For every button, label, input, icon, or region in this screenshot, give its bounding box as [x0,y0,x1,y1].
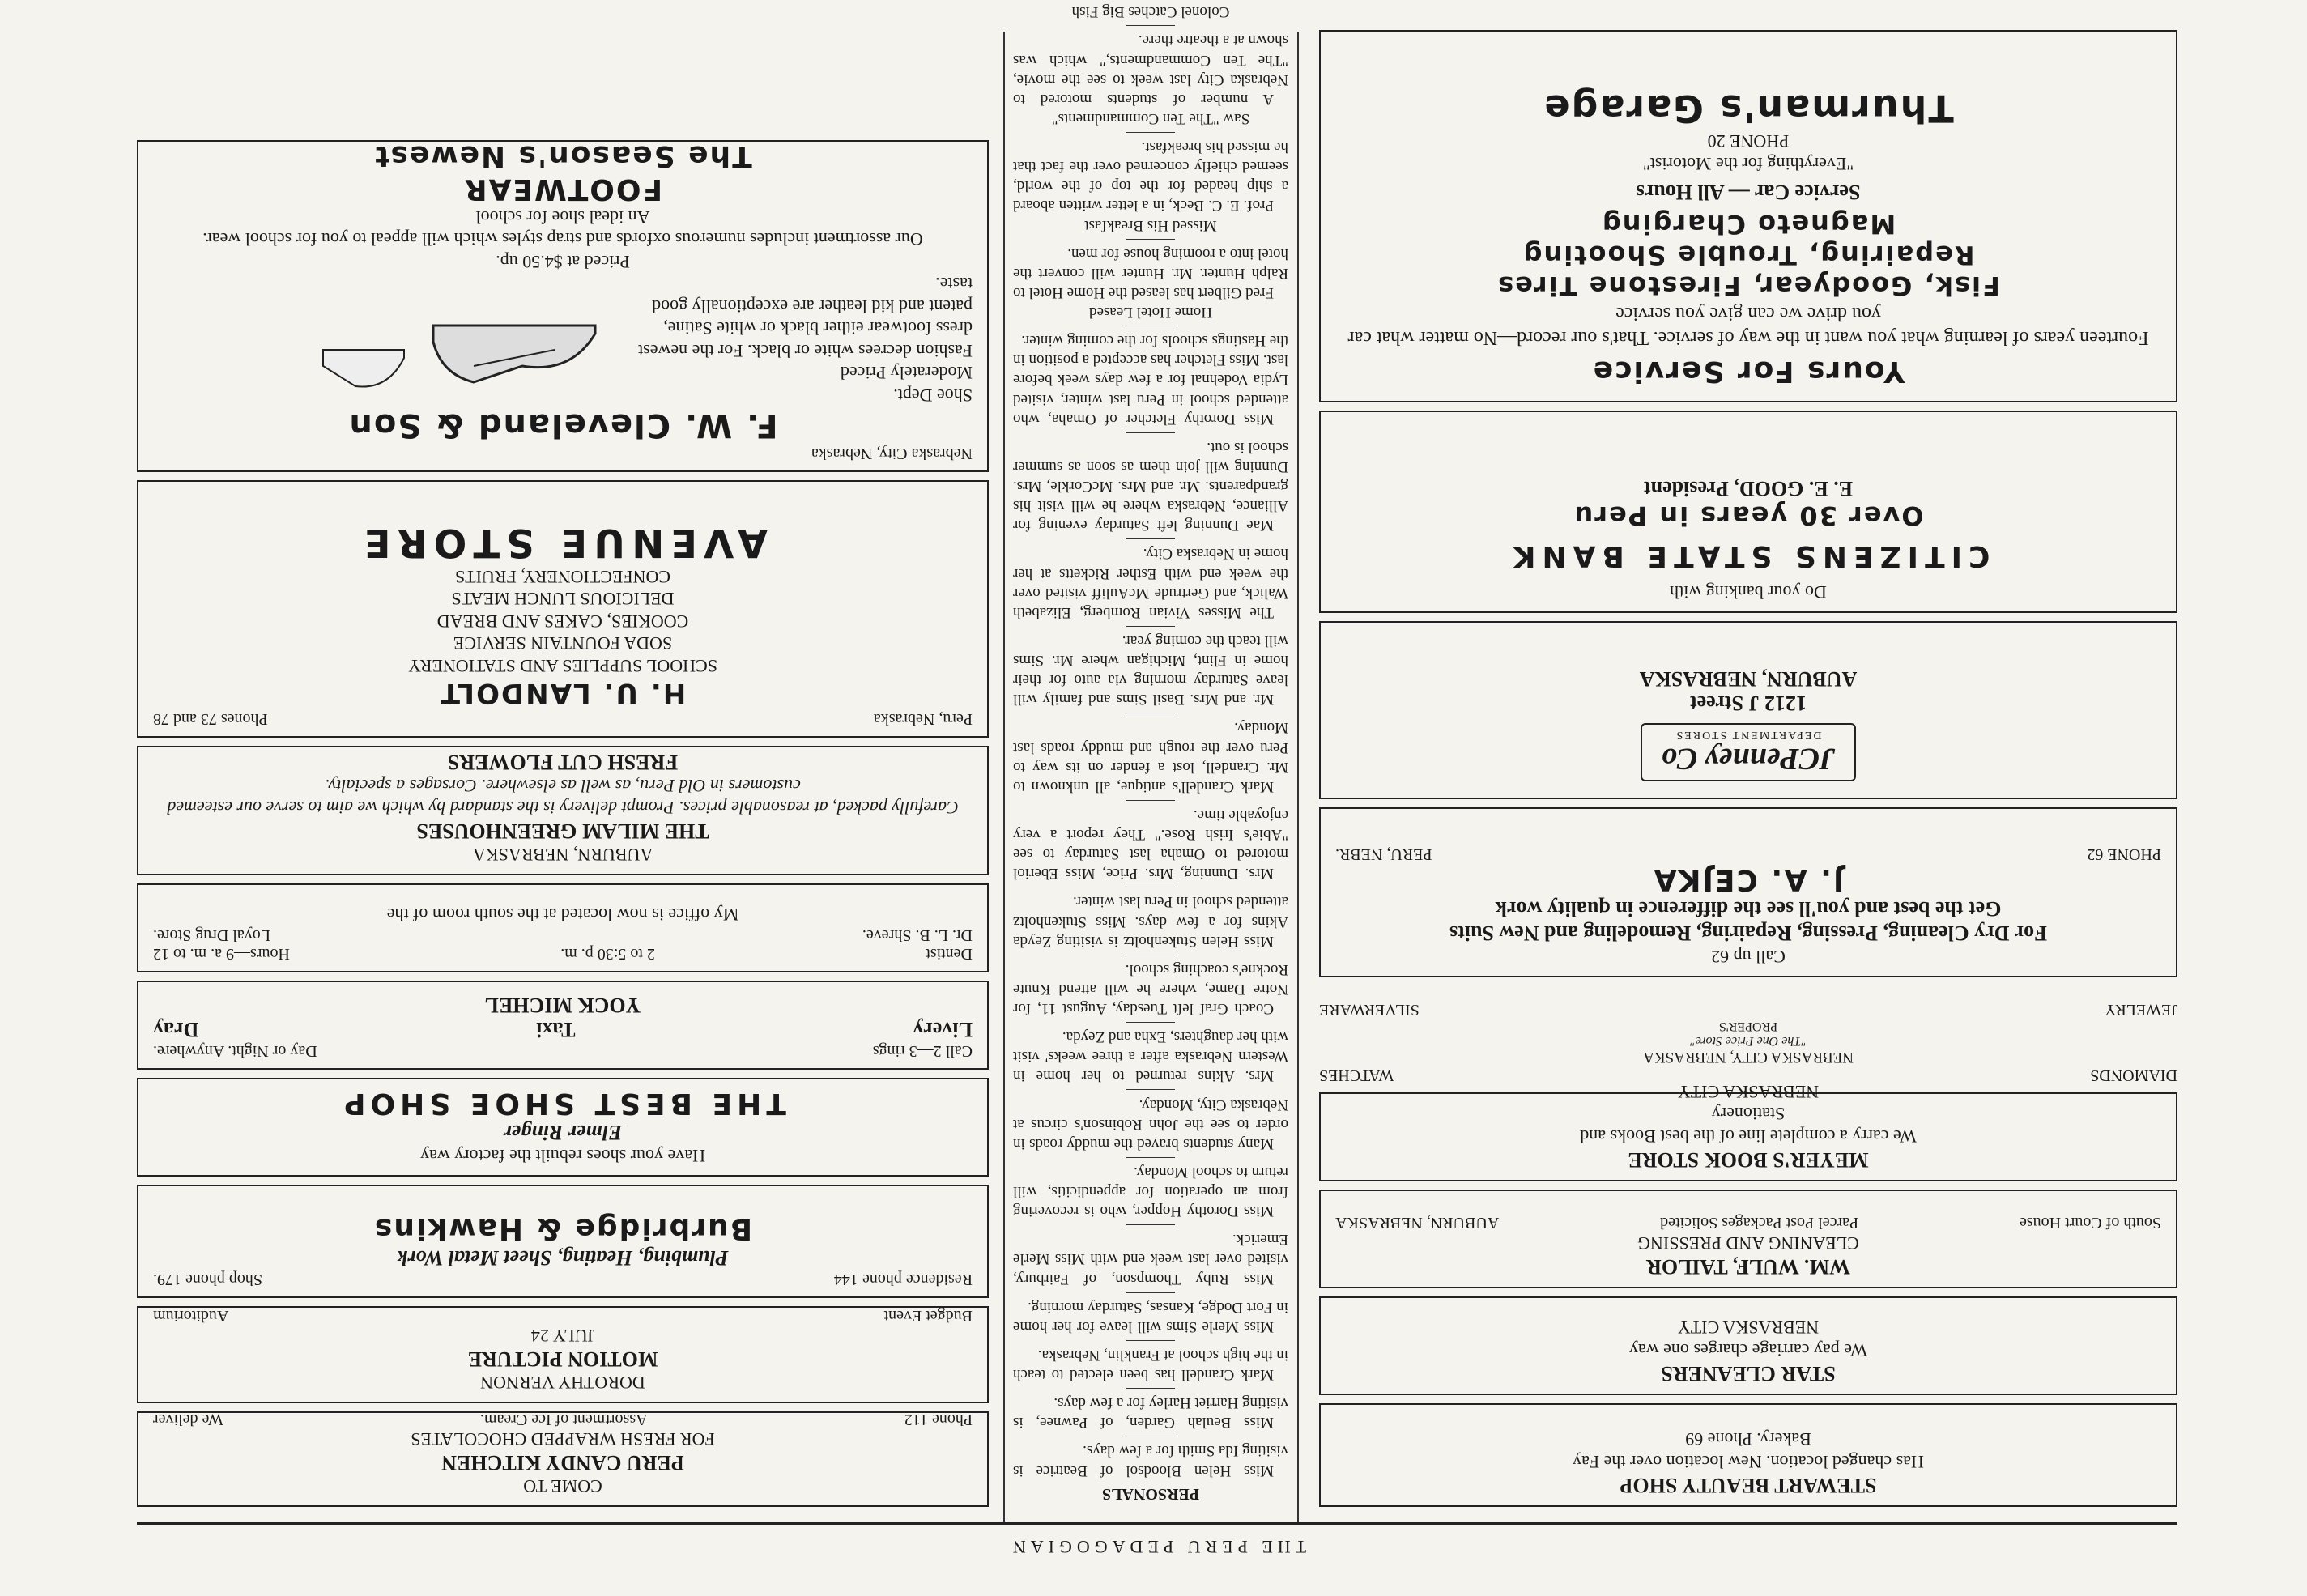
ads-column-garage [1319,22,2177,1507]
cleveland-place: Nebraska City, Nebraska [811,445,973,462]
cejka-line2: For Dry Cleaning, Pressing, Repairing, Remodeling and New Suits [1449,921,2047,946]
news-headline: Missed His Breakfast [1084,216,1217,234]
personal-item: Miss Helen Stukenholtz is visiting Zeyda Akins for a few days. Miss Stukenholtz attended school in Peru last winter. [1013,893,1288,950]
cejka-place: PERU, NEBR. [1335,845,1432,864]
avenue-l2: DELICIOUS LUNCH MEATS [451,589,675,610]
michel-call: Call 2—3 rings [872,1042,973,1060]
service-hours: All Hours [1636,181,1725,204]
avenue-l4: SODA FOUNTAIN SERVICE [453,633,673,654]
candy-title: PERU CANDY KITCHEN [441,1451,684,1475]
star-title: STAR CLEANERS [1661,1362,1836,1385]
personal-item: Mark Crandell's antique, all unknown to Mr. Crandell, lost a fender on its way to Peru over the rough and muddy roads last Monday. [1013,719,1288,795]
shoe-illustration-icon [425,309,603,406]
news-item: Fred Gilbert has leased the Home Hotel to Ralph Hunter. Mr. Hunter will convert the hotel into a rooming house for men. [1013,245,1288,301]
meyer-title: MEYER'S BOOK STORE [1628,1148,1869,1172]
cleveland-fashion: Fashion decrees white or black. For the newest dress footwear either black or white Satine, patent and kid leather are exceptionally good taste. [638,274,973,361]
star-cleaners-ad [1319,1296,2177,1395]
stewart-beauty-ad [1319,1403,2177,1507]
cleveland-mod: Moderately Priced [840,363,973,384]
penney-logo-sub: DEPARTMENT STORES [1675,729,1822,741]
burbridge-services: Plumbing, Heating, Sheet Metal Work [397,1246,729,1270]
star-line1: We pay carriage charges one way [1628,1340,1868,1360]
cejka-line3: Get the best and you'll see the difference in quality work [1495,897,2002,921]
michel-ad [137,981,989,1070]
penney-address: 1212 J Street [1690,692,1807,715]
avenue-l5: SCHOOL SUPPLIES AND STATIONERY [408,656,717,676]
avenue-l3: COOKIES, CAKES AND BREAD [436,611,689,632]
bank-line1: Do your banking with [1670,582,1827,602]
flowers-ad [137,746,989,875]
movie-title: MOTION PICTURE [467,1347,658,1372]
wulf-title: WM. WULF, TAILOR [1646,1255,1850,1279]
personal-item: Mark Crandell has been elected to teach in the high school at Franklin, Nebraska. [1013,1346,1288,1384]
avenue-l1: CONFECTIONERY, FRUITS [454,567,671,587]
candy-phone: Phone 112 [904,1411,973,1428]
service-car: Service Car [1755,181,1861,204]
proper-place: NEBRASKA CITY, NEBRASKA [1643,1049,1854,1066]
thurman-garage-ad: Yours For Service Fourteen years of learning what you want in the way of service. That's our record—No matter what car you drive we can give you service Fisk, Goodyear, Firestone Tires Repairing, Trouble Shooting Magneto Charging Service Car — All Hours "Everything for the Motorist" PHONE 20 Thurman's Garage [1319,30,2177,402]
burbridge-res: Residence phone 144 [833,1270,973,1288]
proper-ad [1319,985,2177,1084]
penney-logo-text: JCPenney Co [1661,742,1836,776]
shreve-dentist: Dentist [926,945,973,963]
personal-item: Mae Dunning left Saturday evening for Alliance, Nebraska where he will visit his grandparents. Mr. and Mrs. McCorkle, Mrs. Dunning will join them as soon as summer school is out. [1013,438,1288,534]
proper-watches: WATCHES [1319,1066,1394,1084]
movie-date: JULY 24 [530,1326,595,1347]
shoe-line3: Have your shoes rebuilt the factory way [420,1146,705,1166]
burbridge-shop: Shop phone 179. [153,1270,262,1288]
service-title: Yours For Service [1591,355,1905,388]
wulf-line1: CLEANING AND PRESSING [1637,1233,1859,1253]
news-headline: Colonel Catches Big Fish [1071,3,1230,21]
cleveland-price: Priced at $4.50 up. [496,252,630,272]
cleveland-title2: FOOTWEAR [462,172,663,206]
shreve-hours: Hours—9 a. m. to 12 [153,945,290,963]
personal-item: Miss Dorothy Fletcher of Omaha, who attended school in Peru last winter, visited Lydia Vodehnal for a few days week before last. Miss Fletcher has accepted a position in the Hastings schools for the coming winter. [1013,332,1288,428]
meyer-book-ad [1319,1082,2177,1181]
masthead: THE PERU PEDAGOGIAN [1007,1537,1307,1557]
top-rule [137,1522,2177,1525]
personal-item: Miss Helen Bloodsol of Beatrice is visiting Ida Smith for a few days. [1013,1442,1288,1479]
penney-ad [1319,621,2177,799]
personals-column [1013,0,1288,1507]
flowers-name: THE MILAM GREENHOUSES [416,819,709,844]
news-item: Prof. E. C. Beck, in a letter written aboard a ship headed for the top of the world, seemed chiefly concerned over the fact that he missed his breakfast. [1013,138,1288,215]
flowers-body: Carefully packed, at reasonable prices. Prompt delivery is the standard by which we aim to serve our esteemed customers in Old Peru, as well as elsewhere. Corsages a specialty. [167,776,959,819]
motion-picture-ad [137,1306,989,1403]
shreve-name: Dr. L. B. Shreve. [862,926,973,944]
wulf-tailor-ad [1319,1190,2177,1288]
wulf-court: South of Court House [2020,1214,2161,1232]
cejka-ad [1319,807,2177,977]
cejka-line1: Call up 62 [1711,947,1786,967]
michel-dray: Dray [153,1018,199,1041]
penney-logo [1641,723,1856,781]
penney-place: AUBURN, NEBRASKA [1639,667,1858,691]
cejka-phone: PHONE 62 [2087,845,2161,864]
thurman-phone: PHONE 20 [1707,131,1790,152]
column-rule-left [1297,32,1299,1522]
service-tires: Fisk, Goodyear, Firestone Tires [1496,270,2000,301]
cleveland-name: F. W. Cleveland & Son [347,406,778,444]
cleveland-l2: Our assortment includes numerous oxfords and strap styles which will appeal to you for school wear. [202,229,923,250]
flowers-place: AUBURN, NEBRASKA [472,845,653,865]
shreve-line1: My office is now located at the south room of the [386,904,739,925]
proper-title: PROPER'S [1718,1019,1778,1033]
stewart-title: STEWART BEAUTY SHOP [1620,1474,1877,1497]
movie-line1: DOROTHY VERNON [480,1373,645,1393]
burbridge-ad [137,1185,989,1298]
personal-item: Coach Graf left Tuesday, August 11, for Notre Dame, where he will attend Knute Rockne's coaching school. [1013,960,1288,1018]
peru-candy-ad [137,1411,989,1507]
personal-item: Many students braved the muddy roads in order to see the John Robinson's circus at Nebraska City, Monday. [1013,1096,1288,1152]
michel-taxi: Taxi [536,1018,576,1041]
candy-line1: COME TO [523,1476,602,1496]
bank-title: CITIZENS STATE BANK [1506,539,1990,573]
shoe-name: Elmer Ringer [503,1121,623,1145]
flowers-title: FRESH CUT FLOWERS [447,751,679,775]
avenue-place: Peru, Nebraska [873,710,973,728]
personal-item: The Misses Vivian Romberg, Elizabeth Walick, and Gertrude McAuliff visited over the week end with Esther Ricketts at her home in Nebraska City. [1013,545,1288,621]
michel-day: Day or Night. Anywhere. [153,1042,317,1060]
citizens-bank-ad [1319,411,2177,613]
service-repair: Repairing, Trouble Shooting [1522,240,1975,270]
thurman-tag: "Everything for the Motorist" [1642,154,1854,174]
proper-sub: "The One Price Store" [1690,1034,1807,1048]
best-shoe-ad [137,1078,989,1177]
wulf-place: AUBURN, NEBRASKA [1335,1214,1500,1232]
wulf-parcel: Parcel Post Packages Solicited [1660,1214,1859,1232]
cleveland-footwear-ad [137,140,989,472]
stewart-line2: Bakery. Phone 69 [1685,1429,1811,1450]
cleveland-l1: An ideal shoe for school [475,207,650,228]
personal-item: Miss Ruby Thompson, of Fairbury, visited over last week end with Miss Merle Emerick. [1013,1231,1288,1287]
bank-president: E. E. GOOD, President [1643,477,1854,501]
proper-jewelry: JEWELRY [2105,1001,2177,1019]
michel-livery: Livery [913,1018,973,1041]
shreve-drug: Loyal Drug Store. [153,926,270,944]
personal-item: Miss Merle Sims will leave for her home in Fort Dodge, Kansas, Saturday morning. [1013,1298,1288,1335]
shoe-title: THE BEST SHOE SHOP [339,1087,786,1121]
service-body: Fourteen years of learning what you want in the way of service. That's our record—No matter what car you drive we can give you service [1347,303,2149,348]
personal-item: Miss Dorothy Hopper, who is recovering from an operation for appendicitis, will return to school Monday. [1013,1163,1288,1220]
avenue-name: H. U. LANDOLT [439,677,687,709]
column-rule-right [1003,32,1005,1522]
shreve-hours2: 2 to 5:30 p. m. [560,945,655,963]
personals-heading: PERSONALS [1101,1485,1200,1503]
personal-item: Mrs. Akins returned to her home in Western Nebraska after a three weeks' visit with her daughters, Exha and Zeyda. [1013,1028,1288,1085]
stewart-line1: Has changed location. New location over the Fay [1573,1452,1924,1472]
proper-silver: SILVERWARE [1319,1001,1420,1019]
meyer-line1: We carry a complete line of the best Books and [1580,1126,1917,1147]
movie-budget: Budget Event [883,1307,973,1325]
proper-diamonds: DIAMONDS [2090,1066,2177,1084]
candy-deliver: We deliver [153,1411,223,1428]
news-headline: Home Hotel Leased [1089,304,1212,321]
burbridge-title: Burbridge & Hawkins [372,1212,753,1245]
meyer-line3: NEBRASKA CITY [1677,1082,1820,1102]
cleveland-title: The Season's Newest [373,139,752,173]
cejka-title: J. A. CEJKA [1652,863,1845,897]
news-item [1013,0,1288,2]
michel-title: YOCK MICHEL [484,994,641,1017]
personal-item: Mr. and Mrs. Basil Sims and family will leave Saturday morning via auto for their home in Flint, Michigan where Mr. Sims will teach the coming year. [1013,632,1288,709]
candy-icecream: Assortment of Ice Cream. [479,1411,648,1428]
bank-line3: Over 30 years in Peru [1573,500,1924,532]
shreve-ad [137,883,989,972]
service-magneto: Magneto Charging [1600,209,1896,240]
news-item: A number of students motored to Nebraska City last week to see the movie, "The Ten Commandments," which was shown at a theatre there. [1013,32,1288,108]
cleveland-dept: Shoe Dept. [893,385,973,406]
candy-line3: FOR FRESH WRAPPED CHOCOLATES [411,1429,715,1450]
movie-auditorium: Auditorium [153,1307,229,1325]
meyer-line2: Stationery [1711,1104,1786,1125]
personal-item: Miss Beulah Garden, of Pawnee, is visiting Harriet Harley for a few days. [1013,1394,1288,1432]
avenue-title: AVENUE STORE [357,520,768,566]
ads-column-footwear [137,132,989,1507]
news-headline: Saw "The Ten Commandments" [1051,109,1250,127]
thurman-title: Thurman's Garage [1543,87,1954,130]
star-line2: NEBRASKA CITY [1677,1317,1820,1339]
personal-item: Mrs. Dunning, Mrs. Price, Miss Eberiol motored to Omaha last Saturday to see "Abie's Irish Rose." They report a very enjoyable time. [1013,806,1288,883]
avenue-phones: Phones 73 and 78 [153,710,268,728]
shoe-pair-icon [315,342,412,406]
avenue-store-ad [137,480,989,738]
